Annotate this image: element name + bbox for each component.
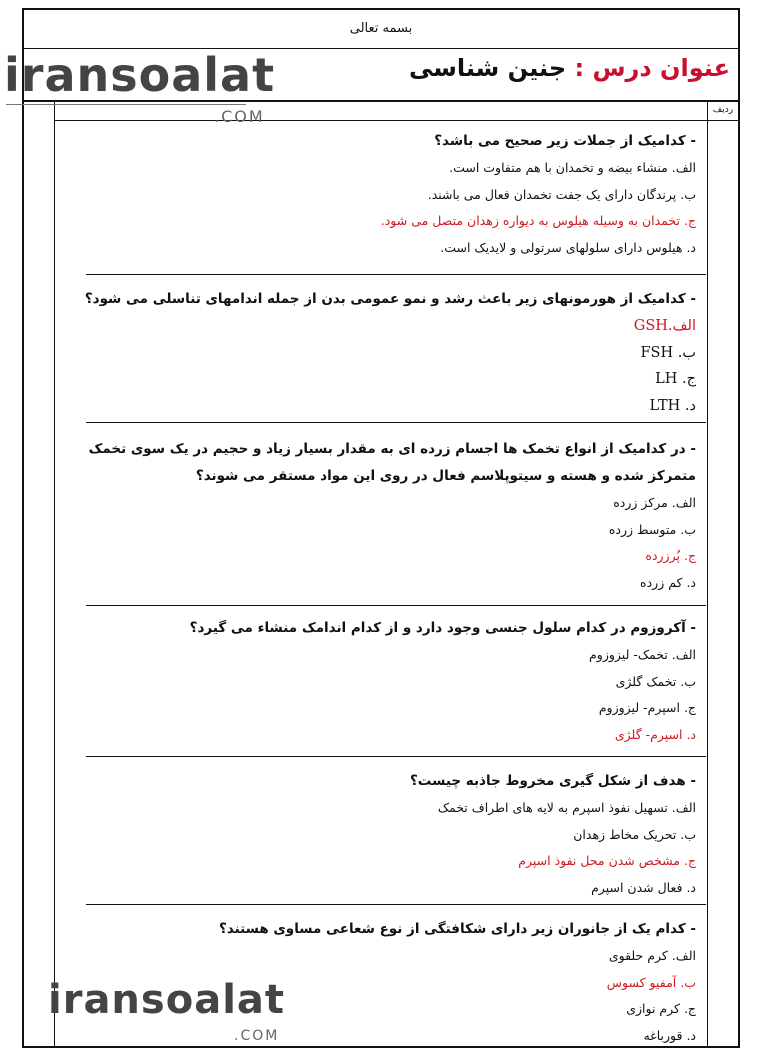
row-column-line (707, 100, 708, 1046)
option: ج. LH (655, 371, 696, 387)
question-text: - کدام یک از جانوران زیر دارای شکافتگی از نوع شعاعی مساوی هستند؟ (218, 921, 696, 937)
logo-domain: .COM (234, 1028, 280, 1044)
iransoalat-logo-top (4, 48, 276, 126)
option: د. هیلوس دارای سلولهای سرتولی و لایدیک است. (440, 239, 696, 255)
question-5 (78, 768, 696, 901)
question-4 (78, 615, 696, 748)
option: ب. تخمک گلژی (615, 673, 696, 689)
question-3 (78, 436, 696, 596)
option: الف. منشاء بیضه و تخمدان با هم متفاوت است. (449, 160, 696, 175)
option: د. کم زرده (640, 574, 696, 590)
logo-text: iransoalat (4, 48, 276, 102)
question-text: - کدامیک از جملات زیر صحیح می باشد؟ (434, 133, 696, 149)
option: ب. تحریک مخاط زهدان (573, 826, 696, 842)
row-column-header (708, 100, 738, 121)
option: الف. کرم حلقوی (608, 948, 696, 963)
questions-area (78, 120, 696, 1046)
option-correct: ب. آمفیو کسوس (606, 974, 696, 990)
question-text: - آکروزوم در کدام سلول جنسی وجود دارد و از کدام اندامک منشاء می گیرد؟ (189, 620, 696, 636)
option: ب. FSH (640, 344, 696, 361)
question-text: - هدف از شکل گیری مخروط جاذبه چیست؟ (409, 773, 696, 789)
option: ج. اسپرم- لیزوزوم (598, 700, 696, 715)
question-text: - در کدامیک از انواع تخمک ها اجسام زرده ای به مقدار بسیار زیاد و حجیم در یک سوی تخمک متمرکز شده و هسته و سیتوپلاسم فعال در روی این مواد مستقر می شوند؟ (88, 441, 696, 484)
question-1 (78, 128, 696, 261)
basmala-strip (24, 10, 738, 49)
subject-label: عنوان درس : (574, 54, 730, 82)
exam-sheet (22, 8, 740, 1048)
question-text: - کدامیک از هورمونهای زیر باعث رشد و نمو عمومی بدن از جمله اندامهای تناسلی می شود؟ (84, 291, 696, 307)
option-correct: ج. تخمدان به وسیله هیلوس به دیواره زهدان متصل می شود. (380, 213, 696, 228)
option: الف. مرکز زرده (613, 495, 696, 510)
logo-text: iransoalat (48, 977, 286, 1023)
option: ج. کرم نوازی (626, 1001, 696, 1016)
basmala-text: بسمه تعالی (349, 21, 413, 36)
option: ب. پرندگان دارای یک جفت تخمدان فعال می باشند. (427, 186, 696, 202)
iransoalat-logo-bottom (48, 977, 286, 1044)
question-divider (86, 904, 706, 905)
question-divider (86, 605, 706, 606)
option-correct: د. اسپرم- گلژی (614, 726, 696, 742)
logo-domain: .COM (214, 107, 265, 126)
question-divider (86, 274, 706, 275)
option-correct: الف.GSH (633, 318, 696, 334)
row-column-label: ردیف (712, 105, 734, 115)
option: ب. متوسط زرده (608, 521, 696, 537)
option-correct: ج. پُرزرده (645, 548, 696, 563)
left-margin-line (54, 102, 55, 1046)
option: الف. تسهیل نفوذ اسپرم به لایه های اطراف تخمک (437, 800, 696, 815)
question-2 (78, 286, 696, 419)
question-divider (86, 422, 706, 423)
subject-title (409, 54, 730, 82)
option: د. فعال شدن اسپرم (591, 879, 696, 895)
question-divider (86, 756, 706, 757)
option: د. قورباغه (643, 1027, 696, 1043)
subject-value: جنین شناسی (408, 54, 567, 82)
option: د. LTH (649, 397, 696, 414)
option: الف. تخمک- لیزوزوم (589, 647, 696, 662)
logo-underline (6, 104, 246, 105)
option-correct: ج. مشخص شدن محل نفوذ اسپرم (518, 853, 696, 868)
